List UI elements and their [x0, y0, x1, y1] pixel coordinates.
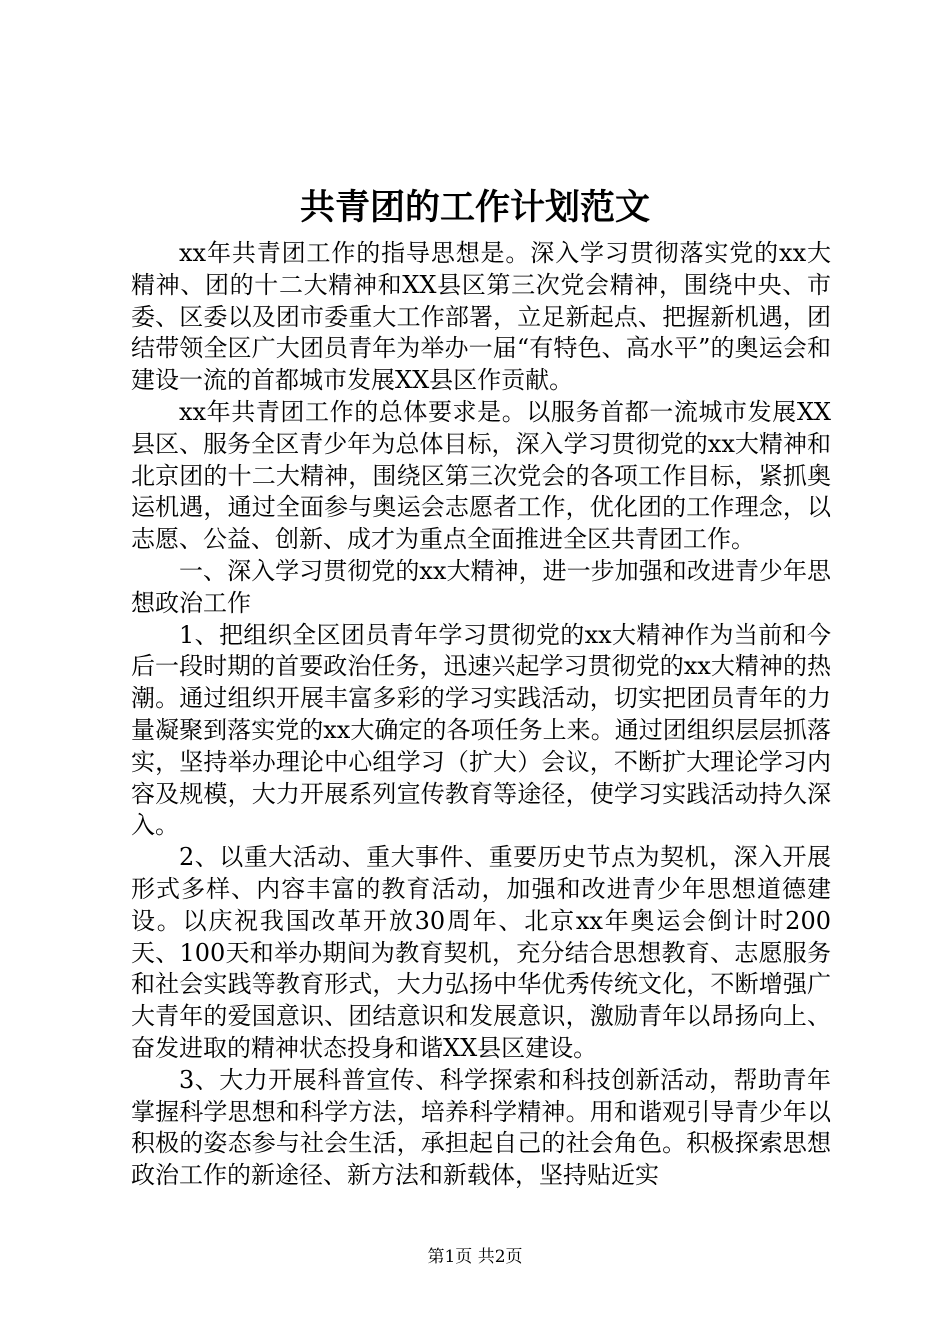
paragraph-guiding-ideology: xx年共青团工作的指导思想是。深入学习贯彻落实党的xx大精神、团的十二大精神和XX县区第三次党会精神，围绕中央、市委、区委以及团市委重大工作部署，立足新起点、把握新机遇，团结带领全区广大团员青年为举办一届“有特色、高水平”的奥运会和建设一流的首都城市发展XX县区作贡献。 — [131, 239, 831, 395]
document-body — [131, 238, 831, 1192]
document-title: 共青团的工作计划范文 — [299, 187, 650, 228]
paragraph-overall-requirements: xx年共青团工作的总体要求是。以服务首都一流城市发展XX县区、服务全区青少年为总体目标，深入学习贯彻党的xx大精神和北京团的十二大精神，围绕区第三次党会的各项工作目标，紧抓奥运机遇，通过全面参与奥运会志愿者工作，优化团的工作理念，以志愿、公益、创新、成才为重点全面推进全区共青团工作。 — [131, 397, 831, 554]
paragraph-item-3: 3、大力开展科普宣传、科学探索和科技创新活动，帮助青年掌握科学思想和科学方法，培养科学精神。用和谐观引导青少年以积极的姿态参与社会生活，承担起自己的社会角色。积极探索思想政治工作的新途径、新方法和新载体，坚持贴近实 — [131, 1065, 831, 1190]
paragraph-item-1: 1、把组织全区团员青年学习贯彻党的xx大精神作为当前和今后一段时期的首要政治任务，迅速兴起学习贯彻党的xx大精神的热潮。通过组织开展丰富多彩的学习实践活动，切实把团员青年的力量凝聚到落实党的xx大确定的各项任务上来。通过团组织层层抓落实，坚持举办理论中心组学习（扩大）会议，不断扩大理论学习内容及规模，大力开展系列宣传教育等途径，使学习实践活动持久深入。 — [131, 620, 831, 840]
section-heading-1: 一、深入学习贯彻党的xx大精神，进一步加强和改进青少年思想政治工作 — [131, 556, 831, 617]
paragraph-item-2: 2、以重大活动、重大事件、重要历史节点为契机，深入开展形式多样、内容丰富的教育活动，加强和改进青少年思想道德建设。以庆祝我国改革开放30周年、北京xx年奥运会倒计时200天、100天和举办期间为教育契机，充分结合思想教育、志愿服务和社会实践等教育形式，大力弘扬中华优秀传统文化，不断增强广大青年的爱国意识、团结意识和发展意识，激励青年以昂扬向上、奋发进取的精神状态投身和谐XX县区建设。 — [131, 843, 831, 1062]
page-footer: 第1页 共2页 — [427, 1247, 523, 1267]
